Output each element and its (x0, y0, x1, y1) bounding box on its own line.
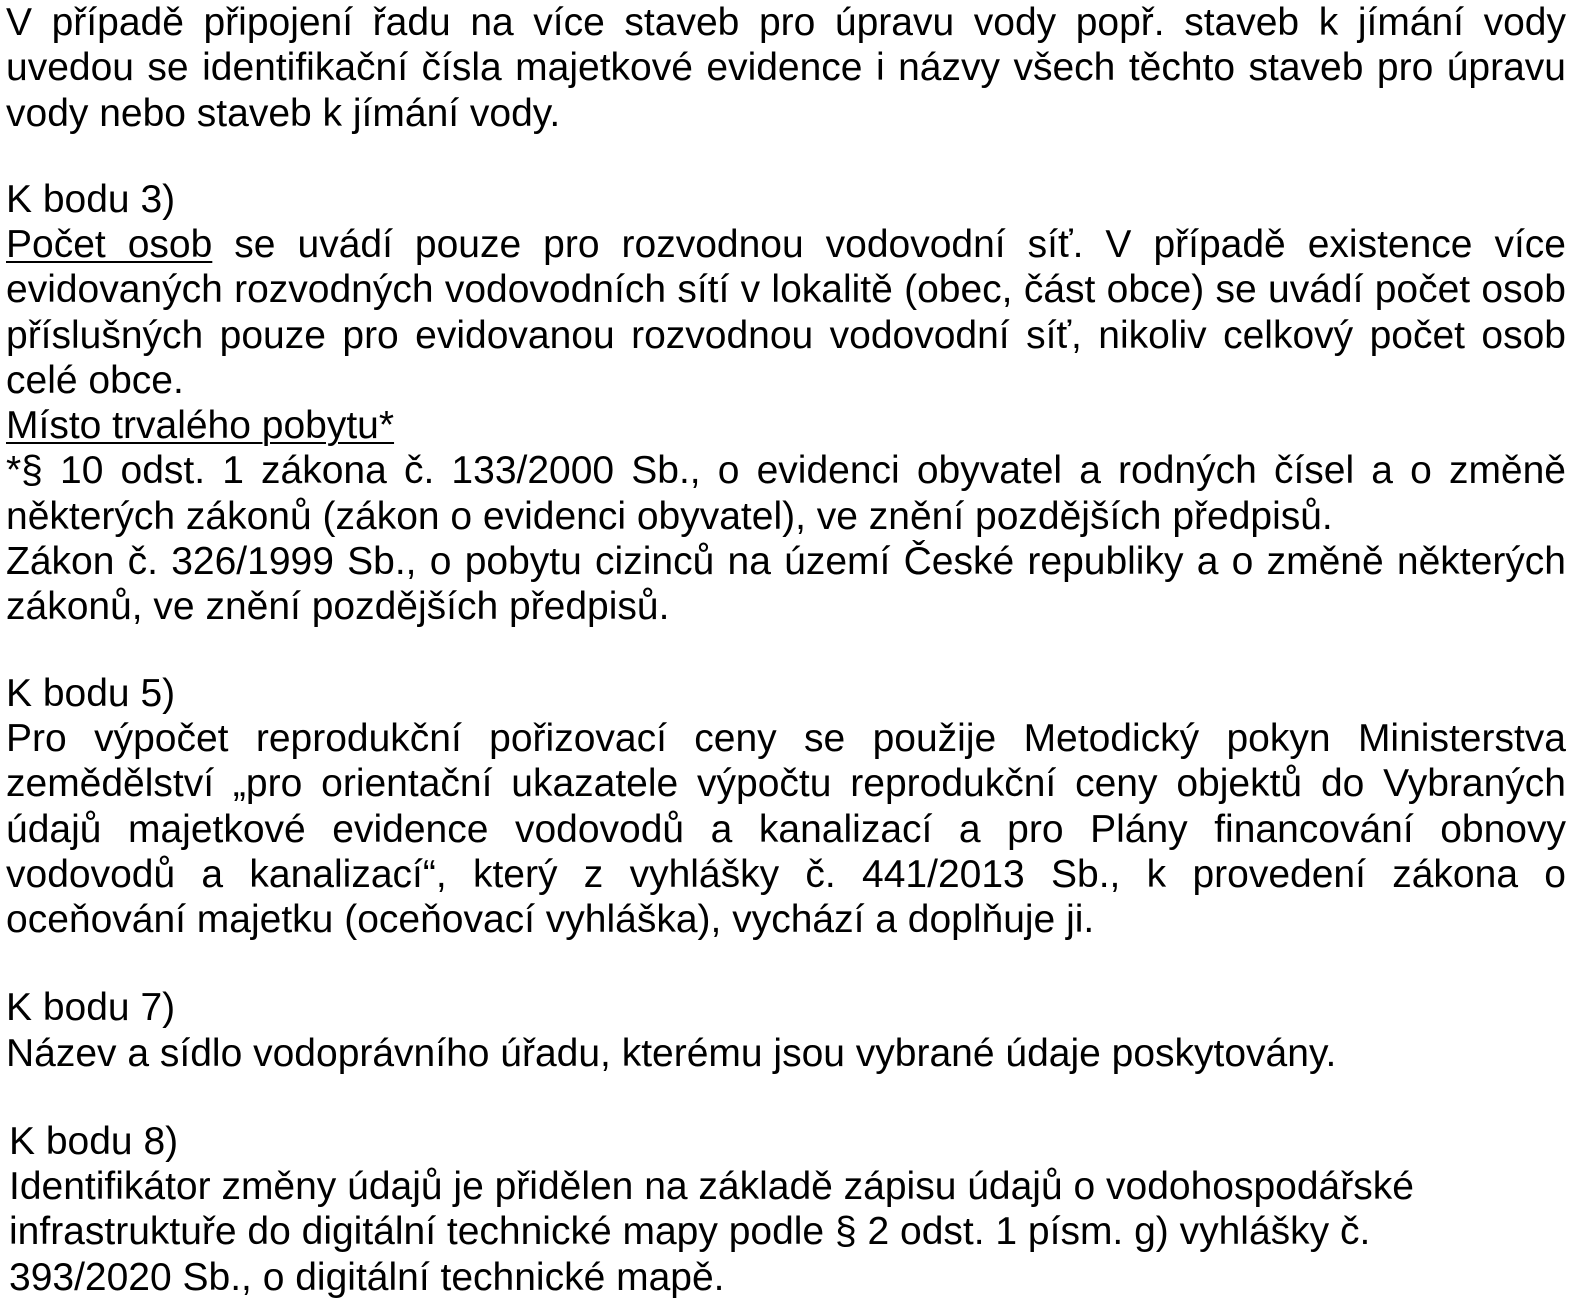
term-misto-pobytu-line (6, 403, 1566, 448)
section-3-text: se uvádí pouze pro rozvodnou vodovodní síť. V případě existence více evidovaných rozvodných vodovodních sítí v lokalitě (obec, část obce) se uvádí počet osob příslušných pouze pro evidovanou rozvodnou vodovodní síť, nikoliv celkový počet osob celé obce. (6, 223, 1566, 402)
section-3-heading: K bodu 3) (6, 178, 176, 221)
section-5-heading: K bodu 5) (6, 672, 176, 715)
term-pocet-osob: Počet osob (6, 223, 213, 266)
term-misto-pobytu: Místo trvalého pobytu* (6, 404, 395, 448)
intro-paragraph: V případě připojení řadu na více staveb pro úpravu vody popř. staveb k jímání vody uvedou se identifikační čísla majetkové evidence i názvy všech těchto staveb pro úpravu vody nebo staveb k jímání vody. (6, 1, 1566, 135)
section-7-heading: K bodu 7) (6, 986, 176, 1029)
section-8-paragraph: Identifikátor změny údajů je přidělen na základě zápisu údajů o vodohospodářské infrastruktuře do digitální technické mapy podle § 2 odst. 1 písm. g) vyhlášky č. 393/2020 Sb., o digitální technické mapě. (9, 1165, 1414, 1299)
section-7-paragraph: Název a sídlo vodoprávního úřadu, kterému jsou vybrané údaje poskytovány. (6, 1032, 1337, 1075)
section-3-body (6, 222, 1566, 630)
law-paragraph: Zákon č. 326/1999 Sb., o pobytu cizinců na území České republiky a o změně některých zákonů, ve znění pozdějších předpisů. (6, 540, 1566, 629)
section-5-paragraph: Pro výpočet reprodukční pořizovací ceny se použije Metodický pokyn Ministerstva zemědělství „pro orientační ukazatele výpočtu reprodukční ceny objektů do Vybraných údajů majetkové evidence vodovodů a kanalizací a pro Plány financování obnovy vodovodů a kanalizací“, který z vyhlášky č. 441/2013 Sb., k provedení zákona o oceňování majetku (oceňovací vyhláška), vychází a doplňuje ji. (6, 717, 1566, 942)
section-3-paragraph (6, 222, 1566, 403)
section-8-heading: K bodu 8) (9, 1120, 179, 1163)
footnote-paragraph: *§ 10 odst. 1 zákona č. 133/2000 Sb., o evidenci obyvatel a rodných čísel a o změně některých zákonů (zákon o evidenci obyvatel), ve znění pozdějších předpisů. (6, 449, 1566, 538)
